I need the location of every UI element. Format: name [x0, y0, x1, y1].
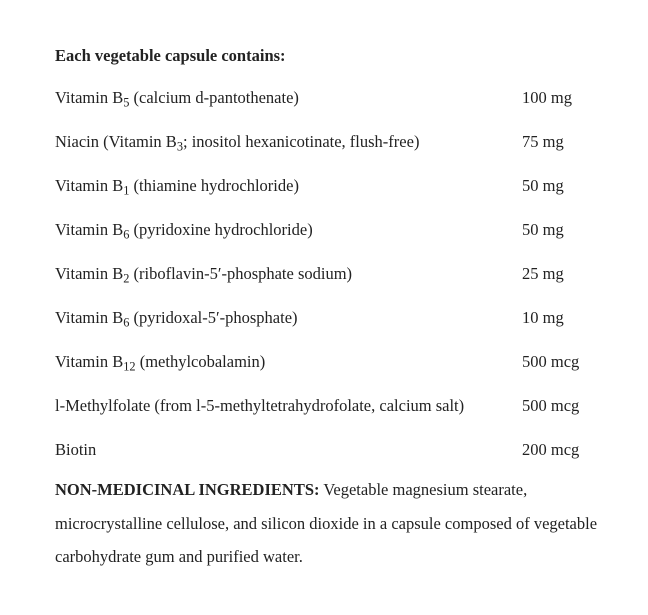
- ingredients-table: [55, 88, 600, 473]
- ingredient-name-detail: (thiamine hydrochloride): [129, 176, 299, 195]
- ingredient-name-text: Biotin: [55, 440, 97, 459]
- ingredient-row: [55, 396, 600, 440]
- ingredient-name-text: Niacin (Vitamin B: [55, 132, 177, 151]
- ingredient-name-text: Vitamin B: [55, 308, 124, 327]
- ingredient-subscript: 12: [123, 359, 136, 374]
- ingredient-name: [55, 308, 522, 328]
- ingredient-amount: 50 mg: [522, 176, 564, 195]
- ingredient-name: [55, 220, 522, 240]
- ingredient-row: [55, 264, 600, 308]
- ingredient-amount: 50 mg: [522, 220, 564, 239]
- ingredient-amount: 10 mg: [522, 308, 564, 327]
- ingredient-subscript: 1: [123, 183, 130, 198]
- non-medicinal-label: NON-MEDICINAL INGREDIENTS:: [55, 480, 320, 499]
- ingredient-subscript: 3: [176, 139, 184, 154]
- ingredient-name-detail: (methylcobalamin): [135, 352, 266, 371]
- ingredient-row: [55, 220, 600, 264]
- ingredient-row: [55, 440, 600, 473]
- ingredient-amount: 25 mg: [522, 264, 564, 283]
- non-medicinal-text: Vegetable magnesium stearate, microcrystalline cellulose, and silicon dioxide in a capsule composed of vegetable carbohydrate gum and purified water.: [55, 480, 598, 566]
- ingredient-subscript: 5: [123, 95, 130, 110]
- ingredient-name: [55, 176, 522, 196]
- ingredient-name: [55, 440, 522, 460]
- ingredient-subscript: 6: [123, 315, 130, 330]
- ingredient-row: [55, 88, 600, 132]
- ingredient-name-text: Vitamin B: [55, 88, 124, 107]
- ingredient-name: [55, 132, 522, 152]
- ingredient-row: [55, 352, 600, 396]
- ingredient-name-detail: (calcium d-pantothenate): [129, 88, 299, 107]
- ingredient-amount: 200 mcg: [522, 440, 580, 459]
- ingredient-name-text: Vitamin B: [55, 264, 124, 283]
- ingredient-amount: 75 mg: [522, 132, 564, 151]
- ingredient-name-text: l-Methylfolate (from l-5-methyltetrahydrofolate, calcium salt): [55, 396, 465, 415]
- ingredient-name-detail: ; inositol hexanicotinate, flush-free): [183, 132, 420, 151]
- ingredient-row: [55, 308, 600, 352]
- ingredient-amount: 500 mcg: [522, 396, 580, 415]
- ingredient-amount: 100 mg: [522, 88, 572, 107]
- ingredient-name-detail: (pyridoxal-5′-phosphate): [129, 308, 298, 327]
- ingredient-name: [55, 352, 522, 372]
- ingredient-name-text: Vitamin B: [55, 352, 124, 371]
- ingredient-name-text: Vitamin B: [55, 220, 124, 239]
- ingredient-amount: 500 mcg: [522, 352, 580, 371]
- ingredient-name: [55, 264, 522, 284]
- ingredient-name: [55, 396, 522, 416]
- ingredient-name-text: Vitamin B: [55, 176, 124, 195]
- ingredient-row: [55, 132, 600, 176]
- capsule-contents-heading: Each vegetable capsule contains:: [55, 46, 286, 65]
- non-medicinal-ingredients: [55, 473, 600, 574]
- ingredient-row: [55, 176, 600, 220]
- ingredient-subscript: 2: [123, 271, 130, 286]
- ingredient-name-detail: (pyridoxine hydrochloride): [129, 220, 313, 239]
- ingredient-name: [55, 88, 522, 108]
- ingredient-name-detail: (riboflavin-5′-phosphate sodium): [129, 264, 353, 283]
- ingredient-subscript: 6: [123, 227, 130, 242]
